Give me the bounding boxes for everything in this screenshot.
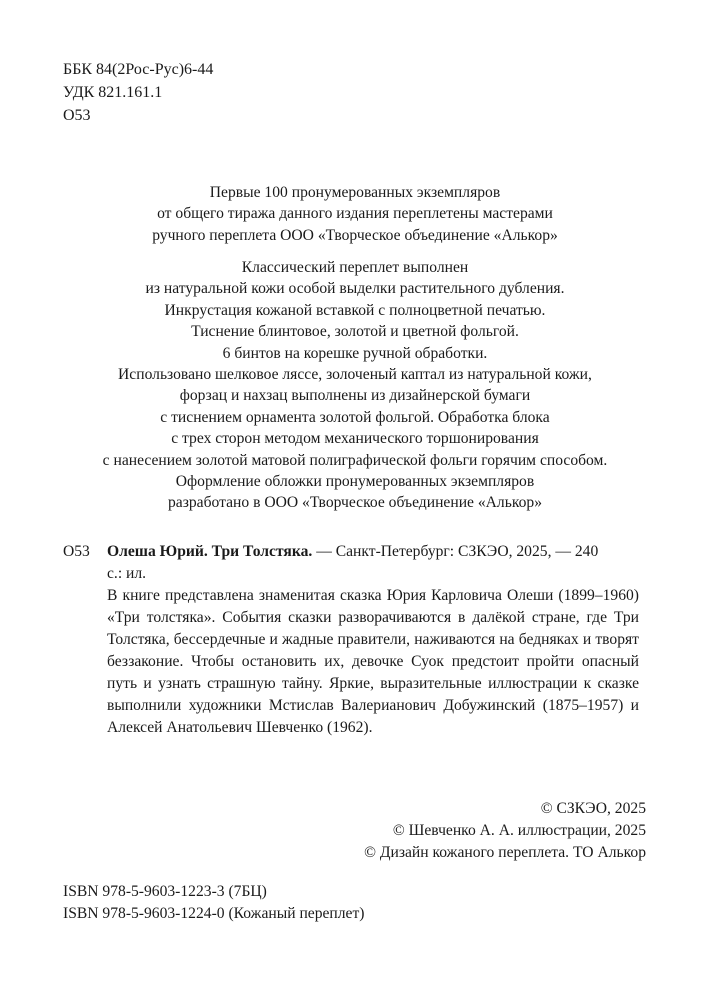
imprint-info: — Санкт-Петербург: СЗКЭО, 2025, — 240 <box>312 543 599 560</box>
binding-note-line: разработано в ООО «Творческое объединение «Алькор» <box>167 494 542 512</box>
book-title: Олеша Юрий. Три Толстяка. <box>107 543 313 560</box>
binding-note-line: с трех сторон методом механического торшонирования <box>171 430 539 448</box>
edition-note-line: Первые 100 пронумерованных экземпляров <box>209 184 501 201</box>
binding-note-line: с нанесением золотой матовой полиграфической фольги горячим способом. <box>102 451 608 469</box>
author-mark: О53 <box>63 107 91 124</box>
binding-note-line: 6 бинтов на корешке ручной обработки. <box>222 344 488 362</box>
copyright-block <box>364 798 646 864</box>
binding-note-line: Использовано шелковое ляссе, золоченый каптал из натуральной кожи, <box>118 366 592 384</box>
binding-note-line: Инкрустация кожаной вставкой с полноцветной печатью. <box>164 301 546 319</box>
classification-codes <box>63 58 213 127</box>
isbn-line: ISBN 978-5-9603-1224-0 (Кожаный переплет) <box>63 905 365 922</box>
catalog-entry <box>63 541 639 739</box>
edition-note-line: от общего тиража данного издания переплетены мастерами <box>157 205 553 223</box>
isbn-block <box>63 881 364 925</box>
binding-note-line: Классический переплет выполнен <box>241 259 469 276</box>
copyright-line: © Дизайн кожаного переплета. ТО Алькор <box>364 844 646 861</box>
binding-note-line: форзац и нахзац выполнены из дизайнерской бумаги <box>179 387 531 405</box>
bbk-code: ББК 84(2Рос-Рус)6-44 <box>63 61 214 78</box>
isbn-line: ISBN 978-5-9603-1223-3 (7БЦ) <box>63 883 267 900</box>
binding-note-line: с тиснением орнамента золотой фольгой. Обработка блока <box>160 408 550 426</box>
copyright-line: © Шевченко А. А. иллюстрации, 2025 <box>392 822 646 839</box>
binding-note-line: из натуральной кожи особой выделки растительного дубления. <box>145 280 565 298</box>
entry-code: О53 <box>63 543 90 560</box>
annotation: В книге представлена знаменитая сказка Юрия Карловича Олеши (1899–1960) «Три толстяка». События сказки разворачиваются в далёкой стране, где Три Толстяка, бессердечные и жадные правители, наживаются на бедняках и творят беззаконие. Чтобы остановить их, девочке Суок предстоит пройти опасный путь и узнать страшную тайну. Яркие, выразительные иллюстрации к сказке выполнили художники Мстислав Валерианович Добужинский (1875–1957) и Алексей Анатольевич Шевченко (1962). <box>107 587 639 736</box>
edition-note <box>60 182 650 246</box>
binding-note <box>60 257 650 514</box>
edition-note-line: ручного переплета ООО «Творческое объединение «Алькор» <box>152 226 558 244</box>
imprint-continuation: с.: ил. <box>107 565 147 582</box>
udk-code: УДК 821.161.1 <box>63 84 163 101</box>
binding-note-line: Оформление обложки пронумерованных экземпляров <box>175 473 535 491</box>
copyright-line: © СЗКЭО, 2025 <box>540 800 646 817</box>
entry-title <box>107 541 598 563</box>
binding-note-line: Тиснение блинтовое, золотой и цветной фольгой. <box>191 323 519 341</box>
